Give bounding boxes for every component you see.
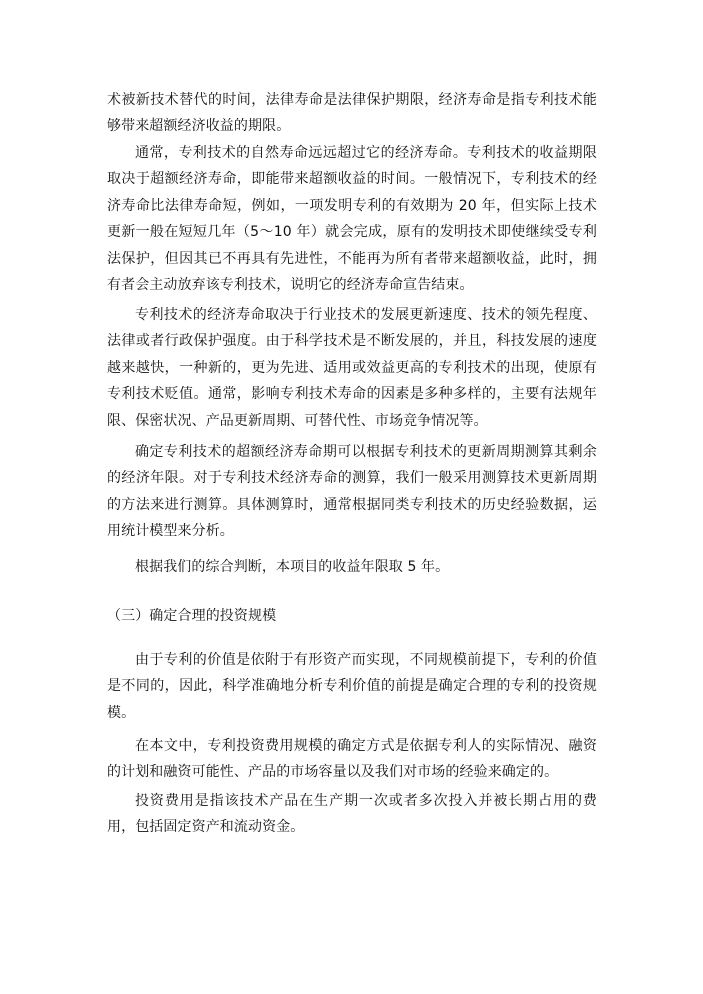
paragraph-investment-method: 在本文中，专利投资费用规模的确定方式是依据专利人的实际情况、融资的计划和融资可能性、产品的市场容量以及我们对市场的经验来确定的。 [107,738,597,781]
section-heading: （三）确定合理的投资规模 [107,608,277,624]
paragraph-life-factors: 专利技术的经济寿命取决于行业技术的发展更新速度、技术的领先程度、法律或者行政保护强度。由于科学技术是不断发展的，并且，科技发展的速度越来越快，一种新的，更为先进、适用或效益更高的专利技术的出现，使原有专利技术贬值。通常，影响专利技术寿命的因素是多种多样的，主要有法规年限、保密状况、产品更新周期、可替代性、市场竞争情况等。 [107,307,597,429]
paragraph-continued: 术被新技术替代的时间，法律寿命是法律保护期限，经济寿命是指专利技术能够带来超额经济收益的期限。 [107,92,597,135]
paragraph-investment-cost: 投资费用是指该技术产品在生产期一次或者多次投入并被长期占用的费用，包括固定资产和流动资金。 [107,793,597,836]
paragraph-benefit-years: 根据我们的综合判断，本项目的收益年限取 5 年。 [135,559,450,575]
paragraph-life-measurement: 确定专利技术的超额经济寿命期可以根据专利技术的更新周期测算其剩余的经济年限。对于专利技术经济寿命的测算，我们一般采用测算技术更新周期的方法来进行测算。具体测算时，通常根据同类专利技术的历史经验数据，运用统计模型来分析。 [107,444,597,540]
paragraph-investment-scale: 由于专利的价值是依附于有形资产而实现，不同规模前提下，专利的价值是不同的，因此，科学准确地分析专利价值的前提是确定合理的专利的投资规模。 [107,652,597,721]
paragraph-economic-life: 通常，专利技术的自然寿命远远超过它的经济寿命。专利技术的收益期限取决于超额经济寿命，即能带来超额收益的时间。一般情况下，专利技术的经济寿命比法律寿命短，例如，一项发明专利的有效期为 20 年，但实际上技术更新一般在短短几年（5～10 年）就会完成，原有的发明技术即使继续受专利法保护，但因其已不再具有先进性，不能再为所有者带来超额收益，此时，拥有者会主动放弃该专利技术，说明它的经济寿命宣告结束。 [107,145,597,294]
